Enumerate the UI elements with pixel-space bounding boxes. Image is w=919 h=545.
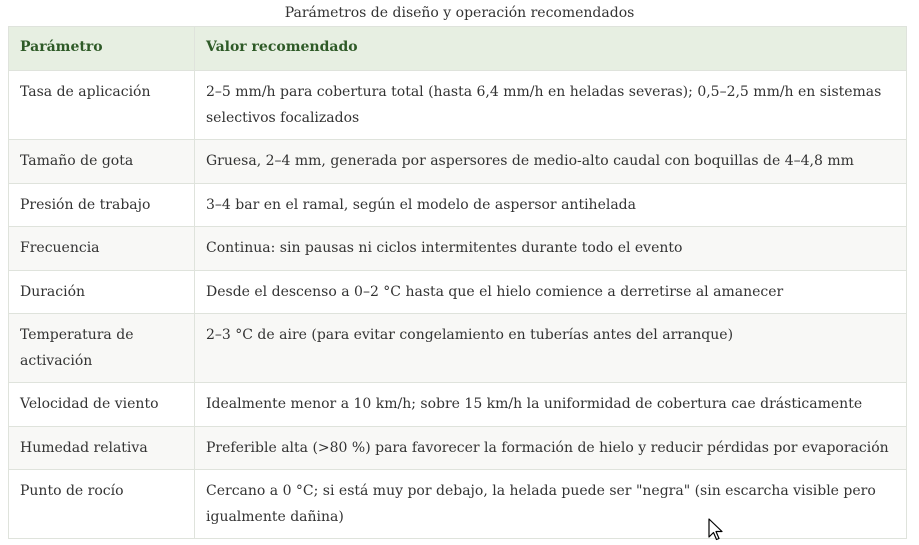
- table-row: [9, 227, 907, 271]
- table-row: [9, 183, 907, 227]
- param-cell: Temperatura de activación: [9, 314, 195, 383]
- header-parametro: Parámetro: [9, 27, 195, 71]
- table-row: [9, 270, 907, 314]
- parameters-table: [8, 26, 907, 539]
- param-cell: Tamaño de gota: [9, 140, 195, 184]
- header-valor: Valor recomendado: [195, 27, 907, 71]
- param-cell: Frecuencia: [9, 227, 195, 271]
- param-cell: Velocidad de viento: [9, 383, 195, 427]
- table-row: [9, 314, 907, 383]
- table-row: [9, 383, 907, 427]
- param-cell: Tasa de aplicación: [9, 71, 195, 140]
- value-cell: Desde el descenso a 0–2 °C hasta que el hielo comience a derretirse al amanecer: [195, 270, 907, 314]
- table-row: [9, 470, 907, 539]
- value-cell: 2–3 °C de aire (para evitar congelamiento en tuberías antes del arranque): [195, 314, 907, 383]
- mouse-pointer-icon: [708, 518, 724, 542]
- value-cell: Preferible alta (>80 %) para favorecer la formación de hielo y reducir pérdidas por evaporación: [195, 426, 907, 470]
- value-cell: 3–4 bar en el ramal, según el modelo de aspersor antihelada: [195, 183, 907, 227]
- value-cell: Continua: sin pausas ni ciclos intermitentes durante todo el evento: [195, 227, 907, 271]
- value-cell: Cercano a 0 °C; si está muy por debajo, la helada puede ser "negra" (sin escarcha visible pero igualmente dañina): [195, 470, 907, 539]
- table-caption: Parámetros de diseño y operación recomendados: [284, 5, 635, 21]
- param-cell: Duración: [9, 270, 195, 314]
- value-cell: Idealmente menor a 10 km/h; sobre 15 km/h la uniformidad de cobertura cae drásticamente: [195, 383, 907, 427]
- param-cell: Punto de rocío: [9, 470, 195, 539]
- param-cell: Presión de trabajo: [9, 183, 195, 227]
- value-cell: Gruesa, 2–4 mm, generada por aspersores de medio-alto caudal con boquillas de 4–4,8 mm: [195, 140, 907, 184]
- table-row: [9, 140, 907, 184]
- param-cell: Humedad relativa: [9, 426, 195, 470]
- table-header-row: [9, 27, 907, 71]
- table-row: [9, 426, 907, 470]
- table-row: [9, 71, 907, 140]
- value-cell: 2–5 mm/h para cobertura total (hasta 6,4 mm/h en heladas severas); 0,5–2,5 mm/h en sistemas selectivos focalizados: [195, 71, 907, 140]
